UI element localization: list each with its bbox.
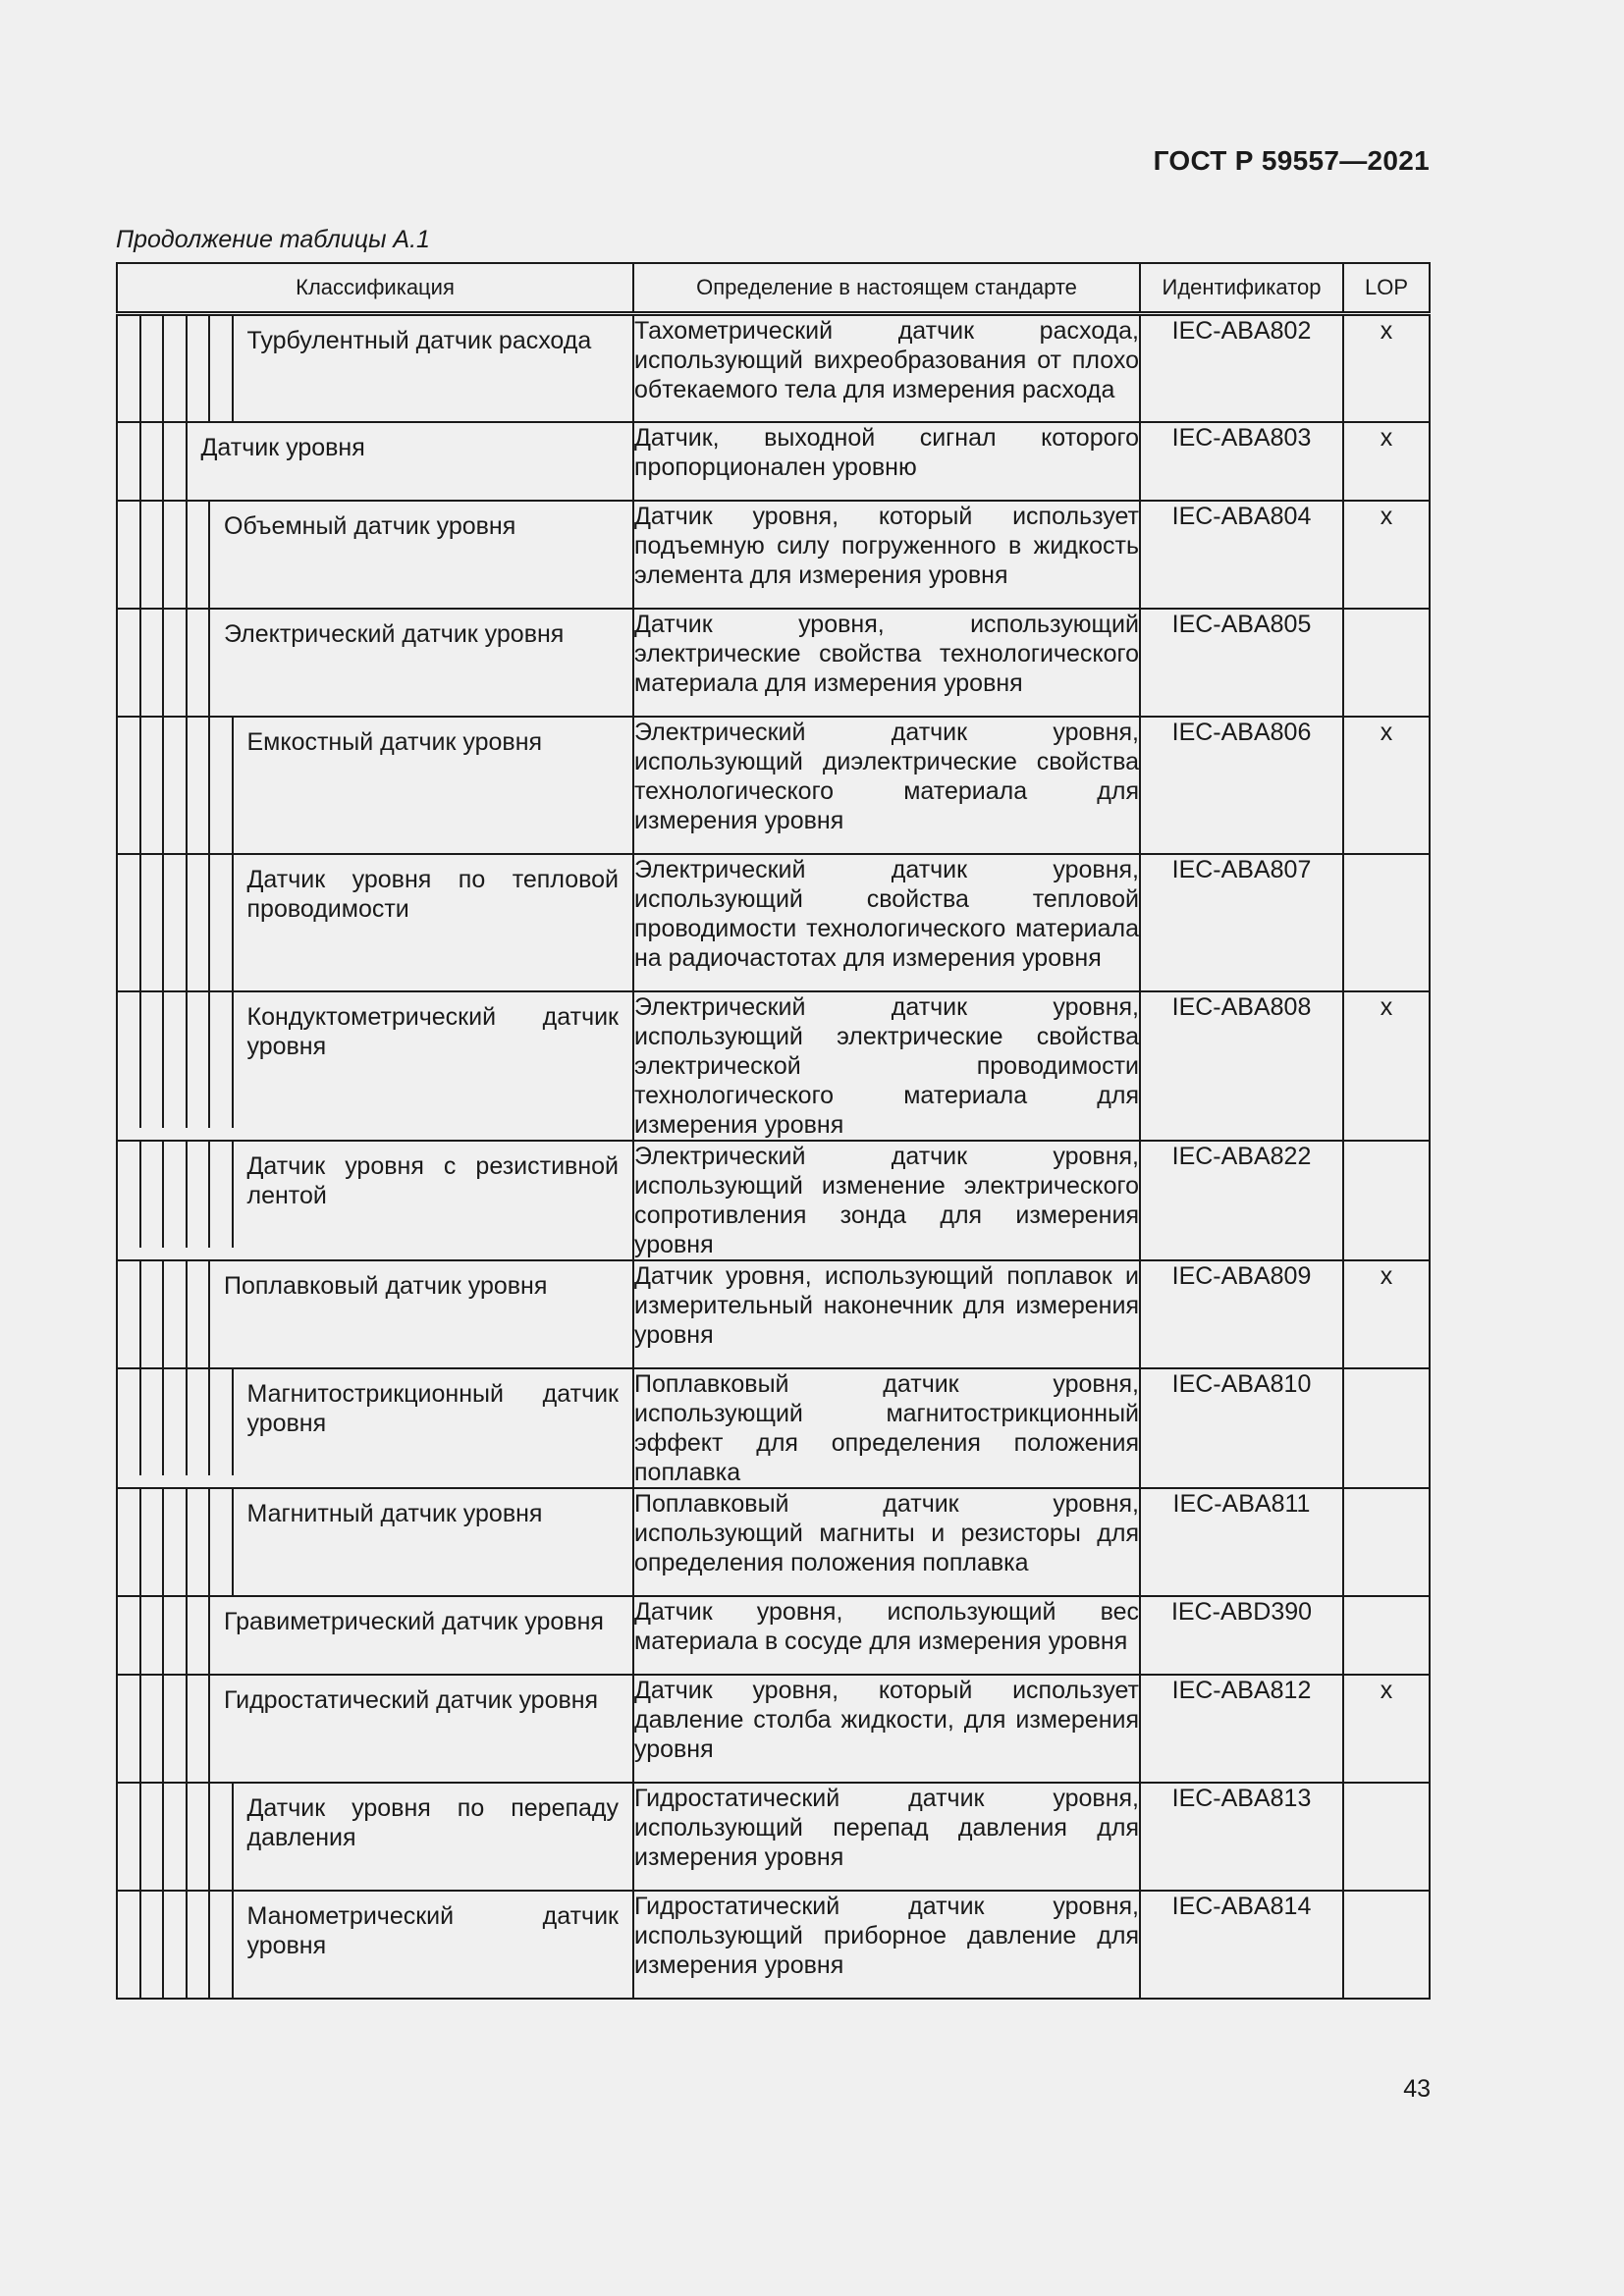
hierarchy-indent-line <box>141 502 165 608</box>
document-code: ГОСТ Р 59557—2021 <box>1153 145 1430 176</box>
classification-cell <box>117 1891 633 1999</box>
hierarchy-indent-line <box>141 1261 165 1367</box>
lop-cell <box>1343 854 1430 991</box>
table-row <box>117 1488 1430 1596</box>
hierarchy-indent-line <box>118 502 141 608</box>
column-header-classification: Классификация <box>117 263 633 314</box>
hierarchy-indent-line <box>164 316 188 421</box>
hierarchy-indent-line <box>188 992 211 1128</box>
hierarchy-indent-line <box>188 1784 211 1890</box>
page-number: 43 <box>1403 2075 1431 2103</box>
definition-cell: Электрический датчик уровня, использующий электрические свойства электрической проводимости технологического материала для измерения уровня <box>634 993 1139 1139</box>
classification-table <box>116 262 1431 2000</box>
hierarchy-indent-line <box>141 855 165 990</box>
lop-cell: x <box>1343 422 1430 501</box>
hierarchy-indent-line <box>188 1369 211 1475</box>
classification-label: Электрический датчик уровня <box>224 620 565 648</box>
classification-label: Датчик уровня по тепловой проводимости <box>246 866 619 923</box>
hierarchy-indent-line <box>118 1489 141 1595</box>
hierarchy-indent-line <box>164 855 188 990</box>
hierarchy-indent-line <box>210 1489 234 1595</box>
classification-label: Гравиметрический датчик уровня <box>224 1608 604 1635</box>
hierarchy-indent-line <box>188 610 211 716</box>
definition-cell: Тахометрический датчик расхода, использующий вихреобразования от плохо обтекаемого тела для измерения расхода <box>633 314 1140 423</box>
table-row <box>117 609 1430 717</box>
table-header-row <box>117 263 1430 314</box>
table-row <box>117 422 1430 501</box>
classification-label: Объемный датчик уровня <box>224 512 516 540</box>
identifier-cell: IEC-ABA802 <box>1140 314 1343 423</box>
definition-cell: Поплавковый датчик уровня, использующий магнитострикционный эффект для определения положения поплавка <box>634 1370 1139 1486</box>
hierarchy-indent-line <box>141 1784 165 1890</box>
lop-cell: x <box>1343 314 1430 423</box>
classification-cell <box>117 501 633 609</box>
classification-label: Датчик уровня по перепаду давления <box>246 1794 619 1851</box>
classification-cell <box>117 314 633 423</box>
table-row <box>117 991 1430 1141</box>
hierarchy-indent-line <box>118 1676 141 1782</box>
hierarchy-indent-line <box>164 502 188 608</box>
hierarchy-indent-line <box>141 718 165 853</box>
table-row <box>117 1675 1430 1783</box>
lop-cell <box>1343 1783 1430 1891</box>
hierarchy-indent-line <box>141 1369 165 1475</box>
column-header-definition: Определение в настоящем стандарте <box>633 263 1140 314</box>
identifier-cell: IEC-ABA808 <box>1140 991 1343 1141</box>
lop-cell: x <box>1343 501 1430 609</box>
hierarchy-indent-line <box>164 1784 188 1890</box>
hierarchy-indent-line <box>141 992 165 1128</box>
classification-label: Датчик уровня с резистивной лентой <box>246 1152 619 1209</box>
table-row <box>117 1596 1430 1675</box>
definition-cell: Гидростатический датчик уровня, использующий приборное давление для измерения уровня <box>633 1891 1140 1999</box>
hierarchy-indent-line <box>188 1489 211 1595</box>
classification-cell <box>117 1368 633 1488</box>
hierarchy-indent-line <box>164 718 188 853</box>
identifier-cell: IEC-ABA811 <box>1140 1488 1343 1596</box>
table-row <box>117 314 1430 423</box>
lop-cell: x <box>1343 717 1430 854</box>
table-row <box>117 1260 1430 1368</box>
classification-cell <box>117 1596 633 1675</box>
definition-cell: Датчик уровня, который использует давление столба жидкости, для измерения уровня <box>633 1675 1140 1783</box>
identifier-cell: IEC-ABD390 <box>1140 1596 1343 1675</box>
classification-cell <box>117 1260 633 1368</box>
hierarchy-indent-line <box>210 316 234 421</box>
hierarchy-indent-line <box>141 610 165 716</box>
hierarchy-indent-line <box>164 1676 188 1782</box>
definition-cell: Датчик уровня, который использует подъемную силу погруженного в жидкость элемента для измерения уровня <box>633 501 1140 609</box>
hierarchy-indent-line <box>164 610 188 716</box>
definition-cell: Электрический датчик уровня, использующий диэлектрические свойства технологического материала для измерения уровня <box>633 717 1140 854</box>
classification-label: Гидростатический датчик уровня <box>224 1686 599 1714</box>
hierarchy-indent-line <box>164 1369 188 1475</box>
table-row <box>117 854 1430 991</box>
hierarchy-indent-line <box>141 316 165 421</box>
hierarchy-indent-line <box>118 992 141 1128</box>
classification-label: Поплавковый датчик уровня <box>224 1272 548 1300</box>
hierarchy-indent-line <box>210 992 234 1128</box>
hierarchy-indent-line <box>164 1142 188 1248</box>
table-body <box>117 314 1430 2000</box>
hierarchy-indent-line <box>164 423 188 500</box>
classification-label: Магнитострикционный датчик уровня <box>246 1380 619 1437</box>
definition-cell: Датчик уровня, использующий поплавок и измерительный наконечник для измерения уровня <box>633 1260 1140 1368</box>
hierarchy-indent-line <box>141 1489 165 1595</box>
hierarchy-indent-line <box>164 1892 188 1998</box>
definition-cell: Гидростатический датчик уровня, использующий перепад давления для измерения уровня <box>633 1783 1140 1891</box>
lop-cell <box>1343 1891 1430 1999</box>
classification-label: Турбулентный датчик расхода <box>246 327 592 354</box>
hierarchy-indent-line <box>210 1784 234 1890</box>
hierarchy-indent-line <box>210 718 234 853</box>
classification-cell <box>117 609 633 717</box>
classification-cell <box>117 854 633 991</box>
hierarchy-indent-line <box>188 1892 211 1998</box>
hierarchy-indent-line <box>164 1597 188 1674</box>
hierarchy-indent-line <box>210 1892 234 1998</box>
column-header-lop: LOP <box>1343 263 1430 314</box>
classification-cell <box>117 991 633 1141</box>
table-row <box>117 1141 1430 1260</box>
classification-cell <box>117 1141 633 1260</box>
identifier-cell: IEC-ABA804 <box>1140 501 1343 609</box>
hierarchy-indent-line <box>164 992 188 1128</box>
classification-cell <box>117 717 633 854</box>
hierarchy-indent-line <box>141 423 165 500</box>
classification-cell <box>117 422 633 501</box>
classification-cell <box>117 1675 633 1783</box>
hierarchy-indent-line <box>188 316 211 421</box>
table-row <box>117 717 1430 854</box>
table-row <box>117 1368 1430 1488</box>
hierarchy-indent-line <box>188 502 211 608</box>
hierarchy-indent-line <box>188 718 211 853</box>
lop-cell <box>1343 609 1430 717</box>
identifier-cell: IEC-ABA812 <box>1140 1675 1343 1783</box>
hierarchy-indent-line <box>118 423 141 500</box>
hierarchy-indent-line <box>141 1676 165 1782</box>
hierarchy-indent-line <box>188 1676 211 1782</box>
hierarchy-indent-line <box>141 1597 165 1674</box>
hierarchy-indent-line <box>164 1261 188 1367</box>
identifier-cell: IEC-ABA814 <box>1140 1891 1343 1999</box>
hierarchy-indent-line <box>118 1261 141 1367</box>
classification-cell <box>117 1783 633 1891</box>
definition-cell: Датчик, выходной сигнал которого пропорционален уровню <box>633 422 1140 501</box>
hierarchy-indent-line <box>118 718 141 853</box>
identifier-cell: IEC-ABA807 <box>1140 854 1343 991</box>
classification-cell <box>117 1488 633 1596</box>
lop-cell: x <box>1343 1260 1430 1368</box>
hierarchy-indent-line <box>210 1369 234 1475</box>
classification-label: Датчик уровня <box>200 434 365 461</box>
hierarchy-indent-line <box>188 855 211 990</box>
hierarchy-indent-line <box>118 1369 141 1475</box>
classification-label: Манометрический датчик уровня <box>246 1902 619 1959</box>
definition-cell: Электрический датчик уровня, использующий изменение электрического сопротивления зонда для измерения уровня <box>634 1143 1139 1258</box>
definition-cell: Поплавковый датчик уровня, использующий магниты и резисторы для определения положения поплавка <box>633 1488 1140 1596</box>
lop-cell: x <box>1343 1675 1430 1783</box>
identifier-cell: IEC-ABA813 <box>1140 1783 1343 1891</box>
hierarchy-indent-line <box>118 610 141 716</box>
lop-cell: x <box>1343 991 1430 1141</box>
lop-cell <box>1343 1488 1430 1596</box>
table-row <box>117 1783 1430 1891</box>
hierarchy-indent-line <box>141 1142 165 1248</box>
lop-cell <box>1343 1596 1430 1675</box>
hierarchy-indent-line <box>141 1892 165 1998</box>
identifier-cell: IEC-ABA806 <box>1140 717 1343 854</box>
hierarchy-indent-line <box>188 1261 211 1367</box>
hierarchy-indent-line <box>118 1142 141 1248</box>
definition-cell: Датчик уровня, использующий электрические свойства технологического материала для измерения уровня <box>633 609 1140 717</box>
identifier-cell: IEC-ABA809 <box>1140 1260 1343 1368</box>
hierarchy-indent-line <box>210 1142 234 1248</box>
hierarchy-indent-line <box>210 855 234 990</box>
lop-cell <box>1343 1141 1430 1260</box>
classification-label: Емкостный датчик уровня <box>246 728 543 756</box>
hierarchy-indent-line <box>188 1142 211 1248</box>
definition-cell: Электрический датчик уровня, использующий свойства тепловой проводимости технологического материала на радиочастотах для измерения уровня <box>633 854 1140 991</box>
hierarchy-indent-line <box>118 1597 141 1674</box>
hierarchy-indent-line <box>118 1784 141 1890</box>
hierarchy-indent-line <box>164 1489 188 1595</box>
hierarchy-indent-line <box>118 1892 141 1998</box>
hierarchy-indent-line <box>118 855 141 990</box>
column-header-identifier: Идентификатор <box>1140 263 1343 314</box>
classification-label: Кондуктометрический датчик уровня <box>246 1003 619 1060</box>
classification-label: Магнитный датчик уровня <box>246 1500 543 1527</box>
identifier-cell: IEC-ABA810 <box>1140 1368 1343 1488</box>
table-row <box>117 1891 1430 1999</box>
table-caption: Продолжение таблицы А.1 <box>116 226 430 253</box>
definition-cell: Датчик уровня, использующий вес материала в сосуде для измерения уровня <box>633 1596 1140 1675</box>
lop-cell <box>1343 1368 1430 1488</box>
hierarchy-indent-line <box>188 1597 211 1674</box>
table-row <box>117 501 1430 609</box>
hierarchy-indent-line <box>118 316 141 421</box>
identifier-cell: IEC-ABA822 <box>1140 1141 1343 1260</box>
identifier-cell: IEC-ABA803 <box>1140 422 1343 501</box>
identifier-cell: IEC-ABA805 <box>1140 609 1343 717</box>
